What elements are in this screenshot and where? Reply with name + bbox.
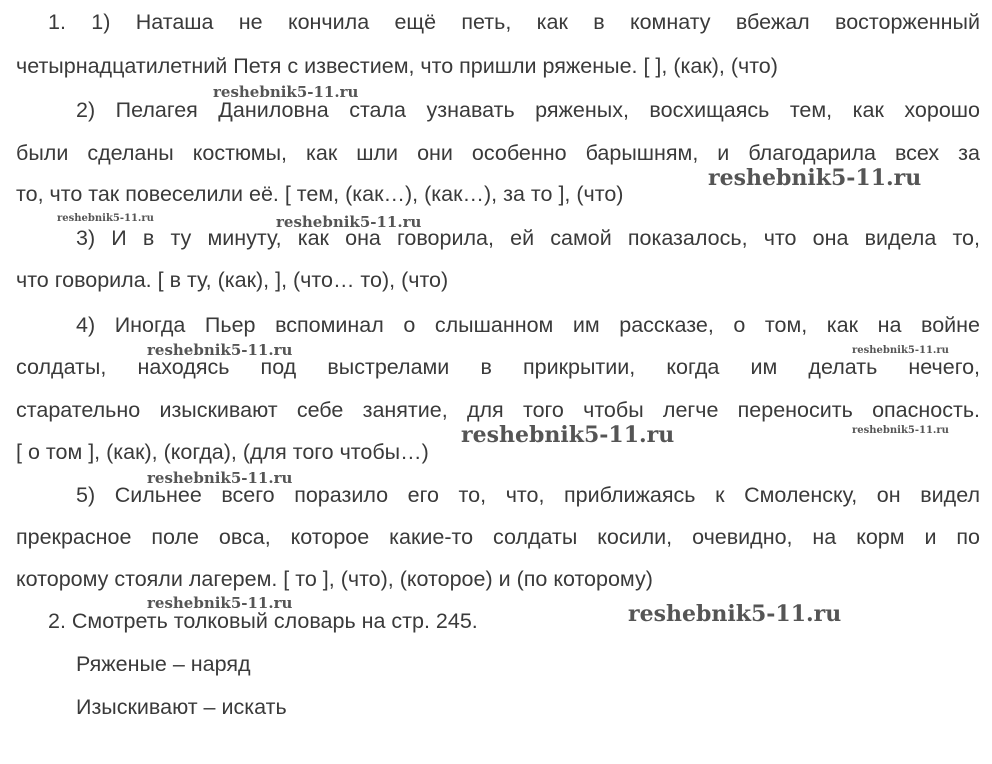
text-line-8: 4) Иногда Пьер вспоминал о слышанном им рассказе, о том, как на войне xyxy=(76,313,980,337)
watermark: reshebnik5-11.ru xyxy=(147,341,293,359)
text-line-2: четырнадцатилетний Петя с известием, что пришли ряженые. [ ], (как), (что) xyxy=(16,54,778,78)
text-line-6: 3) И в ту минуту, как она говорила, ей самой показалось, что она видела то, xyxy=(76,226,980,250)
text-line-10: старательно изыскивают себе занятие, для того чтобы легче переносить опасность. xyxy=(16,398,980,422)
watermark: reshebnik5-11.ru xyxy=(708,165,922,191)
watermark: reshebnik5-11.ru xyxy=(461,422,675,448)
text-line-17: Изыскивают – искать xyxy=(76,695,287,719)
text-line-9: солдаты, находясь под выстрелами в прикрытии, когда им делать нечего, xyxy=(16,355,980,379)
text-line-11: [ о том ], (как), (когда), (для того чтобы…) xyxy=(16,440,429,464)
text-line-5: то, что так повеселили её. [ тем, (как…), (как…), за то ], (что) xyxy=(16,182,624,206)
watermark: reshebnik5-11.ru xyxy=(276,213,422,231)
watermark: reshebnik5-11.ru xyxy=(852,425,949,436)
watermark: reshebnik5-11.ru xyxy=(147,594,293,612)
watermark: reshebnik5-11.ru xyxy=(213,83,359,101)
text-line-3: 2) Пелагея Даниловна стала узнавать ряженых, восхищаясь тем, как хорошо xyxy=(76,98,980,122)
text-line-7: что говорила. [ в ту, (как), ], (что… то), (что) xyxy=(16,268,449,292)
watermark: reshebnik5-11.ru xyxy=(628,601,842,627)
text-line-13: прекрасное поле овса, которое какие-то солдаты косили, очевидно, на корм и по xyxy=(16,525,980,549)
watermark: reshebnik5-11.ru xyxy=(147,469,293,487)
text-line-4: были сделаны костюмы, как шли они особенно барышням, и благодарила всех за xyxy=(16,141,980,165)
text-line-1: 1. 1) Наташа не кончила ещё петь, как в комнату вбежал восторженный xyxy=(48,10,980,34)
watermark: reshebnik5-11.ru xyxy=(852,345,949,356)
text-line-12: 5) Сильнее всего поразило его то, что, приближаясь к Смоленску, он видел xyxy=(76,483,980,507)
text-line-15: 2. Смотреть толковый словарь на стр. 245. xyxy=(48,609,478,633)
text-line-16: Ряженые – наряд xyxy=(76,652,251,676)
text-line-14: которому стояли лагерем. [ то ], (что), (которое) и (по которому) xyxy=(16,567,653,591)
watermark: reshebnik5-11.ru xyxy=(57,213,154,224)
